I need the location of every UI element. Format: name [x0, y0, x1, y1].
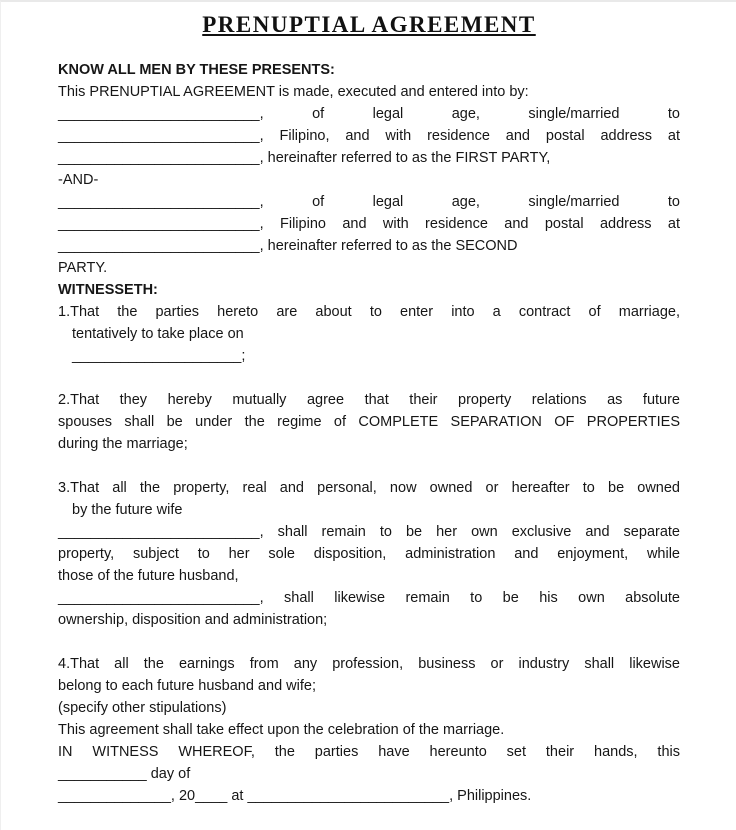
document-body: [58, 59, 680, 807]
document-line: -AND-: [58, 172, 99, 188]
document-line: 2.That they hereby mutually agree that their property relations as future: [58, 392, 680, 408]
document-line: 4.That all the earnings from any profession, business or industry shall likewise: [58, 656, 680, 672]
document-line: spouses shall be under the regime of COMPLETE SEPARATION OF PROPERTIES: [58, 414, 680, 430]
blank-line: [58, 455, 680, 477]
document-line: PARTY.: [58, 260, 108, 276]
document-line: those of the future husband,: [58, 568, 239, 584]
document-line: _________________________, shall likewise remain to be his own absolute: [58, 590, 680, 606]
document-line: tentatively to take place on: [72, 326, 244, 342]
document-line: _____________________;: [72, 348, 246, 364]
blank-line: [58, 631, 680, 653]
document-line: ___________ day of: [58, 766, 191, 782]
document-page: [1, 12, 736, 807]
blank-line: [58, 367, 680, 389]
document-line: property, subject to her sole disposition, administration and enjoyment, while: [58, 546, 680, 562]
document-line: _________________________, shall remain to be her own exclusive and separate: [58, 524, 680, 540]
document-line: 3.That all the property, real and personal, now owned or hereafter to be owned: [58, 480, 680, 496]
document-line: (specify other stipulations): [58, 700, 227, 716]
document-line: during the marriage;: [58, 436, 188, 452]
document-line: ownership, disposition and administration;: [58, 612, 328, 628]
document-line: 1.That the parties hereto are about to enter into a contract of marriage,: [58, 304, 680, 320]
document-line: belong to each future husband and wife;: [58, 678, 316, 694]
document-line: _________________________, Filipino, and with residence and postal address at: [58, 128, 680, 144]
document-line: IN WITNESS WHEREOF, the parties have hereunto set their hands, this: [58, 744, 680, 760]
document-line: This agreement shall take effect upon the celebration of the marriage.: [58, 722, 505, 738]
document-line: ______________, 20____ at _________________________, Philippines.: [58, 788, 532, 804]
document-line: _________________________, of legal age, single/married to: [58, 106, 680, 122]
document-line: by the future wife: [72, 502, 183, 518]
document-line: _________________________, of legal age, single/married to: [58, 194, 680, 210]
document-line: KNOW ALL MEN BY THESE PRESENTS:: [58, 62, 335, 78]
document-line: _________________________, Filipino and with residence and postal address at: [58, 216, 680, 232]
document-line: This PRENUPTIAL AGREEMENT is made, executed and entered into by:: [58, 84, 529, 100]
document-line: _________________________, hereinafter referred to as the FIRST PARTY,: [58, 150, 551, 166]
document-title: PRENUPTIAL AGREEMENT: [202, 12, 536, 37]
document-line: _________________________, hereinafter referred to as the SECOND: [58, 238, 518, 254]
document-line: WITNESSETH:: [58, 282, 158, 298]
